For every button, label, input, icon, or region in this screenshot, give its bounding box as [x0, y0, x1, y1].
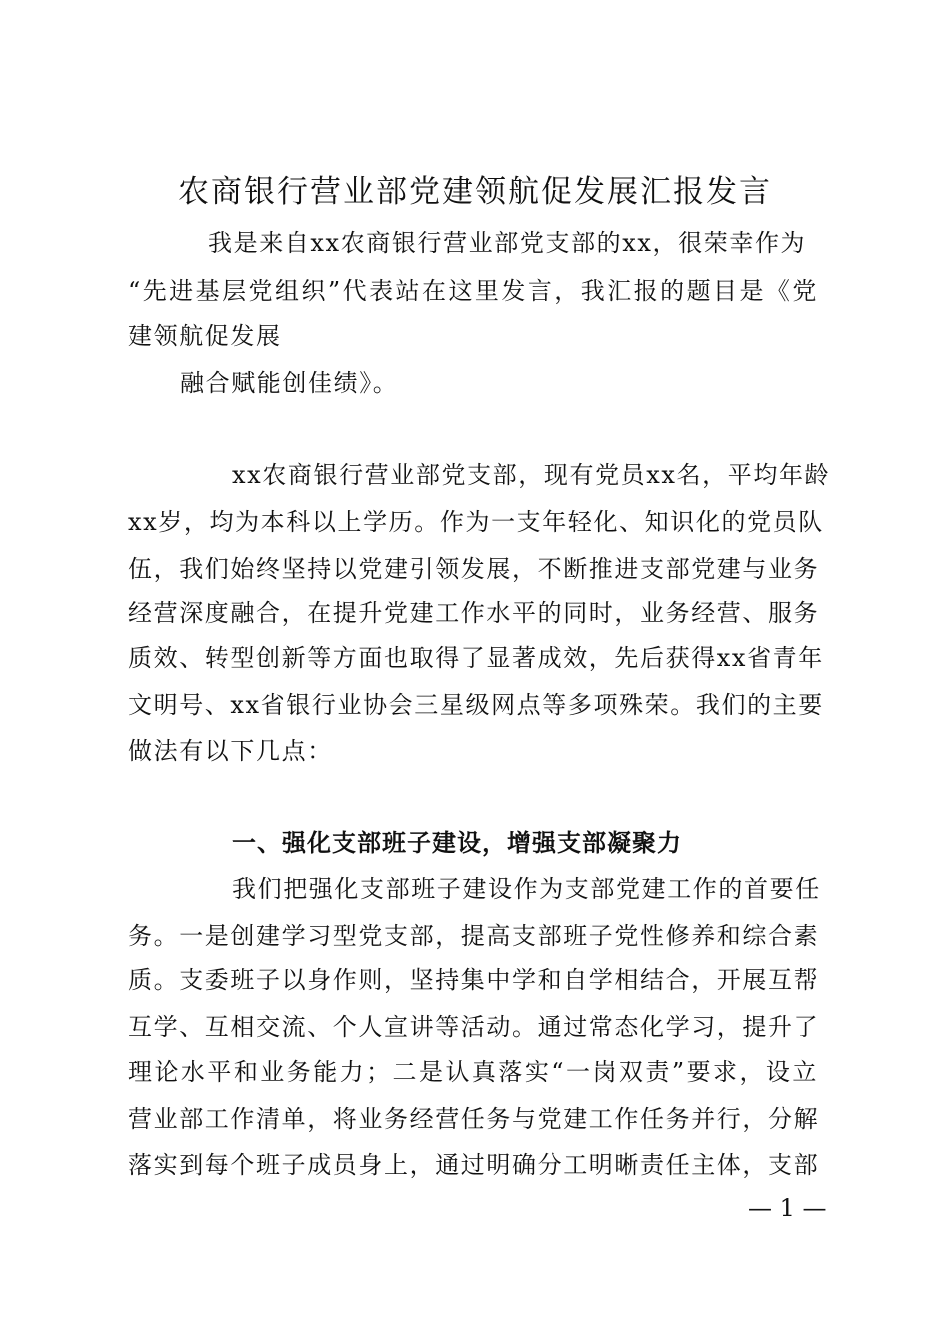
section-body-line: 理论水平和业务能力；二是认真落实“一岗双责”要求，设立 [128, 1058, 818, 1086]
page-number: — 1 — [748, 1194, 827, 1222]
section-body-line: 营业部工作清单，将业务经营任务与党建工作任务并行，分解 [128, 1105, 820, 1133]
intro-line: “先进基层党组织”代表站在这里发言，我汇报的题目是《党 [128, 277, 818, 305]
document-title: 农商银行营业部党建领航促发展汇报发言 [178, 174, 772, 210]
body-line: 质效、转型创新等方面也取得了显著成效，先后获得xx省青年 [128, 644, 824, 672]
section-body-line: 质。支委班子以身作则，坚持集中学和自学相结合，开展互帮 [128, 966, 820, 994]
body-line: 经营深度融合，在提升党建工作水平的同时，业务经营、服务 [128, 599, 820, 627]
body-line: xx农商银行营业部党支部，现有党员xx名，平均年龄 [232, 461, 831, 489]
body-line: 做法有以下几点： [128, 737, 333, 765]
intro-line: 建领航促发展 [128, 322, 282, 350]
section-heading: 一、强化支部班子建设，增强支部凝聚力 [232, 829, 682, 857]
intro-line: 融合赋能创佳绩》。 [180, 369, 399, 397]
body-line: 伍，我们始终坚持以党建引领发展，不断推进支部党建与业务 [128, 555, 820, 583]
section-body-line: 落实到每个班子成员身上，通过明确分工明晰责任主体，支部 [128, 1151, 820, 1179]
body-line: xx岁，均为本科以上学历。作为一支年轻化、知识化的党员队 [128, 508, 824, 536]
body-line: 文明号、xx省银行业协会三星级网点等多项殊荣。我们的主要 [128, 691, 824, 719]
section-body-line: 我们把强化支部班子建设作为支部党建工作的首要任 [232, 875, 821, 903]
section-body-line: 务。一是创建学习型党支部，提高支部班子党性修养和综合素 [128, 922, 820, 950]
section-body-line: 互学、互相交流、个人宣讲等活动。通过常态化学习，提升了 [128, 1013, 820, 1041]
intro-line: 我是来自xx农商银行营业部党支部的xx，很荣幸作为 [208, 229, 807, 257]
